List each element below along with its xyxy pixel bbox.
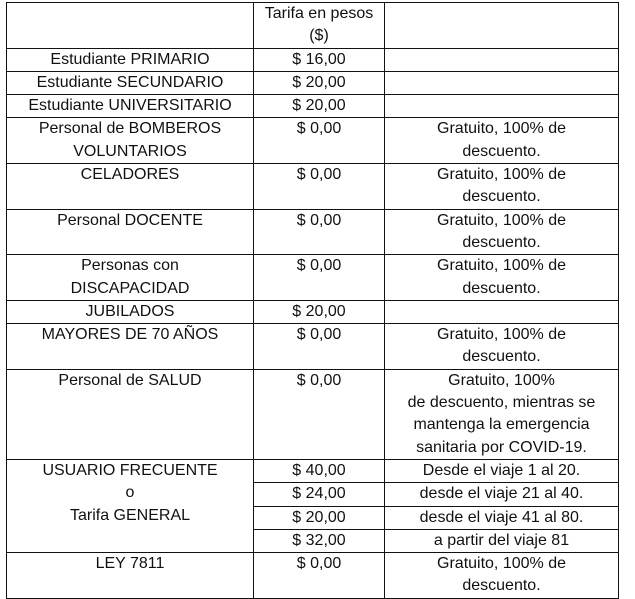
- table-row: [7, 324, 619, 370]
- category-cell-line: JUBILADOS: [85, 302, 175, 320]
- frequent-category-cell-line: Tarifa GENERAL: [69, 506, 191, 524]
- note-cell: [385, 300, 619, 323]
- table-row: [7, 118, 619, 164]
- category-cell-line: Personal de BOMBEROS: [38, 120, 222, 138]
- note-cell: [385, 118, 619, 164]
- note-cell-line: Gratuito, 100% de: [437, 211, 566, 229]
- note-cell: [385, 255, 619, 301]
- category-cell-line: MAYORES DE 70 AÑOS: [41, 326, 219, 344]
- tier-note-cell: desde el viaje 41 al 80.: [385, 506, 619, 529]
- price-cell: [254, 300, 385, 323]
- note-cell-line: descuento.: [462, 188, 541, 206]
- note-cell: [385, 95, 619, 118]
- note-cell-line: Gratuito, 100% de: [437, 120, 566, 138]
- note-cell-line: descuento.: [462, 577, 541, 595]
- note-cell: [385, 369, 619, 459]
- price-cell: [254, 164, 385, 210]
- fare-table-body: [7, 3, 619, 599]
- price-cell: [254, 48, 385, 71]
- frequent-tier-row: [7, 459, 619, 482]
- category-cell-line: Estudiante UNIVERSITARIO: [28, 97, 232, 115]
- price-cell-line: $ 20,00: [292, 97, 346, 115]
- frequent-category-cell: [7, 459, 254, 552]
- category-cell-line: DISCAPACIDAD: [70, 279, 190, 297]
- price-cell-line: $ 0,00: [296, 371, 342, 389]
- tier-price-cell: $ 32,00: [254, 529, 385, 552]
- table-row: [7, 71, 619, 94]
- price-cell-line: $ 16,00: [292, 50, 346, 68]
- note-cell-line: descuento.: [462, 279, 541, 297]
- header-note-cell: [385, 3, 619, 49]
- tier-note-cell: a partir del viaje 81: [385, 529, 619, 552]
- frequent-category-cell-line: USUARIO FRECUENTE: [42, 461, 218, 479]
- price-cell-line: $ 20,00: [292, 302, 346, 320]
- price-cell-line: $ 0,00: [296, 211, 342, 229]
- price-cell: [254, 553, 385, 599]
- price-cell: [254, 209, 385, 255]
- tier-note-cell: desde el viaje 21 al 40.: [385, 483, 619, 506]
- category-cell: [7, 118, 254, 164]
- price-cell-line: $ 20,00: [292, 73, 346, 91]
- table-row: [7, 209, 619, 255]
- price-cell: [254, 95, 385, 118]
- note-cell-line: mantenga la emergencia: [413, 416, 590, 434]
- price-cell-line: $ 0,00: [296, 326, 342, 344]
- ley-row: [7, 553, 619, 599]
- frequent-category-cell-line: o: [125, 484, 135, 502]
- note-cell-line: Gratuito, 100% de: [437, 257, 566, 275]
- tier-price-cell: $ 24,00: [254, 483, 385, 506]
- note-cell-line: de descuento, mientras se: [407, 394, 596, 412]
- category-cell: [7, 553, 254, 599]
- header-row: [7, 3, 619, 49]
- table-row: [7, 300, 619, 323]
- note-cell-line: descuento.: [462, 233, 541, 251]
- price-cell-line: $ 0,00: [296, 257, 342, 275]
- price-cell-line: $ 0,00: [296, 555, 342, 573]
- price-cell: [254, 255, 385, 301]
- category-cell: [7, 95, 254, 118]
- category-cell: [7, 71, 254, 94]
- price-cell: [254, 71, 385, 94]
- category-cell-line: Personas con: [81, 257, 179, 275]
- note-cell-line: descuento.: [462, 142, 541, 160]
- header-category-cell: [7, 3, 254, 49]
- table-row: [7, 48, 619, 71]
- category-cell: [7, 300, 254, 323]
- category-cell-line: Personal de SALUD: [58, 371, 202, 389]
- note-cell: [385, 71, 619, 94]
- note-cell-line: descuento.: [462, 348, 541, 366]
- table-row: [7, 369, 619, 459]
- category-cell-line: VOLUNTARIOS: [73, 142, 187, 160]
- table-row: [7, 255, 619, 301]
- note-cell: [385, 164, 619, 210]
- price-cell: [254, 324, 385, 370]
- tier-note-cell: Desde el viaje 1 al 20.: [385, 459, 619, 482]
- category-cell-line: CELADORES: [80, 166, 180, 184]
- note-cell-line: Gratuito, 100% de: [437, 326, 566, 344]
- header-tarifa-line-2: ($): [309, 27, 329, 45]
- category-cell-line: Estudiante SECUNDARIO: [36, 73, 224, 91]
- tier-price-cell: $ 40,00: [254, 459, 385, 482]
- category-cell-line: Personal DOCENTE: [57, 211, 203, 229]
- fare-table: [6, 2, 619, 599]
- price-cell-line: $ 0,00: [296, 166, 342, 184]
- note-cell: [385, 209, 619, 255]
- tier-price-cell: $ 20,00: [254, 506, 385, 529]
- category-cell-line: Estudiante PRIMARIO: [50, 50, 210, 68]
- price-cell-line: $ 0,00: [296, 120, 342, 138]
- note-cell-line: Gratuito, 100% de: [437, 555, 566, 573]
- category-cell: [7, 324, 254, 370]
- category-cell: [7, 369, 254, 459]
- note-cell-line: sanitaria por COVID-19.: [416, 438, 587, 456]
- note-cell: [385, 324, 619, 370]
- note-cell: [385, 553, 619, 599]
- header-tarifa-cell: [254, 3, 385, 49]
- table-row: [7, 95, 619, 118]
- category-cell: [7, 164, 254, 210]
- table-row: [7, 164, 619, 210]
- header-tarifa-line-1: Tarifa en pesos: [264, 5, 374, 22]
- price-cell: [254, 369, 385, 459]
- note-cell-line: Gratuito, 100% de: [437, 166, 566, 184]
- category-cell: [7, 48, 254, 71]
- note-cell: [385, 48, 619, 71]
- price-cell: [254, 118, 385, 164]
- note-cell-line: Gratuito, 100%: [448, 371, 555, 389]
- category-cell-line: LEY 7811: [95, 555, 165, 573]
- category-cell: [7, 255, 254, 301]
- category-cell: [7, 209, 254, 255]
